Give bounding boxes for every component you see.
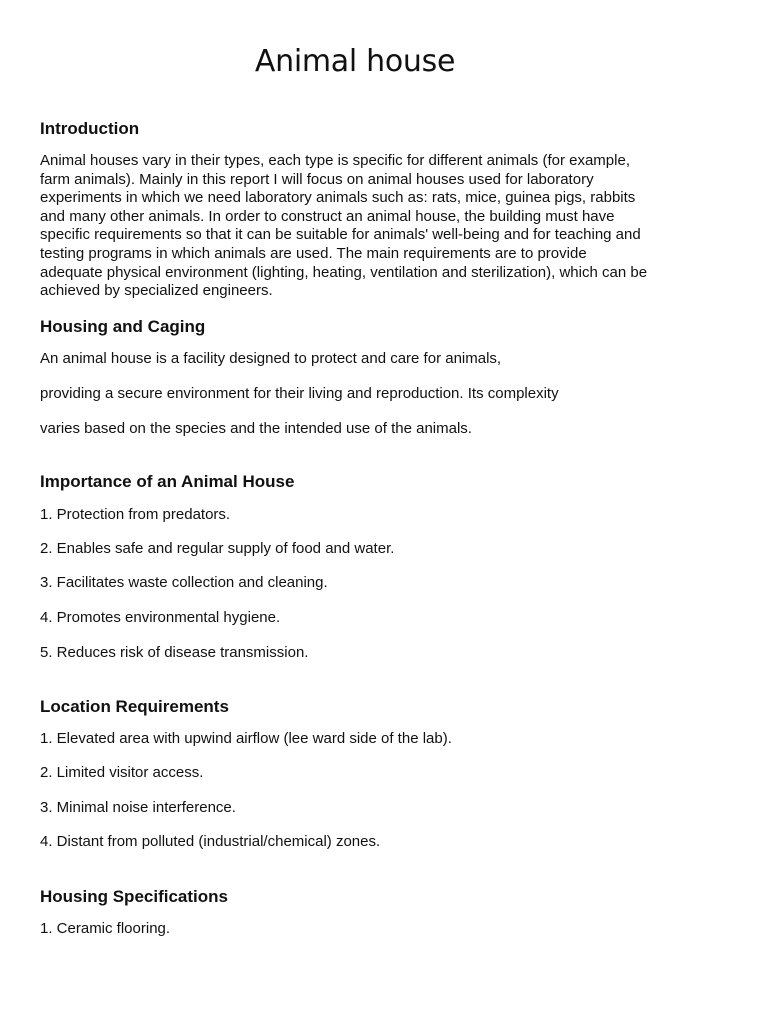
housing-caging-line: providing a secure environment for their living and reproduction. Its complexity xyxy=(40,385,559,402)
introduction-paragraph xyxy=(40,152,680,301)
importance-list-item: 3. Facilitates waste collection and cleaning. xyxy=(40,574,328,591)
location-list-item: 2. Limited visitor access. xyxy=(40,764,204,781)
housing-caging-line: An animal house is a facility designed to protect and care for animals, xyxy=(40,350,502,367)
location-list-item: 1. Elevated area with upwind airflow (lee ward side of the lab). xyxy=(40,730,452,747)
housing-caging-line: varies based on the species and the intended use of the animals. xyxy=(40,420,472,437)
introduction-line: adequate physical environment (lighting, heating, ventilation and sterilization), which can be xyxy=(40,263,648,281)
document-title: Animal house xyxy=(254,44,456,79)
importance-list-item: 2. Enables safe and regular supply of food and water. xyxy=(40,540,395,557)
importance-list-item: 4. Promotes environmental hygiene. xyxy=(40,609,281,626)
introduction-line: and many other animals. In order to construct an animal house, the building must have xyxy=(40,207,615,225)
introduction-line: achieved by specialized engineers. xyxy=(40,282,273,300)
introduction-line: Animal houses vary in their types, each type is specific for different animals (for example, xyxy=(40,152,630,169)
importance-list-item: 1. Protection from predators. xyxy=(40,506,231,523)
introduction-line: testing programs in which animals are used. The main requirements are to provide xyxy=(40,244,587,262)
introduction-line: farm animals). Mainly in this report I will focus on animal houses used for laboratory xyxy=(40,170,594,188)
introduction-line: experiments in which we need laboratory animals such as: rats, mice, guinea pigs, rabbits xyxy=(40,189,636,207)
location-list-item: 3. Minimal noise interference. xyxy=(40,799,236,816)
importance-list-item: 5. Reduces risk of disease transmission. xyxy=(40,644,309,661)
specs-list-item: 1. Ceramic flooring. xyxy=(40,920,171,937)
location-list-item: 4. Distant from polluted (industrial/chemical) zones. xyxy=(40,833,381,850)
location-heading: Location Requirements xyxy=(40,697,229,716)
introduction-heading: Introduction xyxy=(40,119,140,138)
specs-heading: Housing Specifications xyxy=(40,887,228,906)
housing-caging-heading: Housing and Caging xyxy=(40,317,206,336)
importance-heading: Importance of an Animal House xyxy=(40,472,295,491)
introduction-line: specific requirements so that it can be suitable for animals' well-being and for teaching and xyxy=(40,226,641,244)
